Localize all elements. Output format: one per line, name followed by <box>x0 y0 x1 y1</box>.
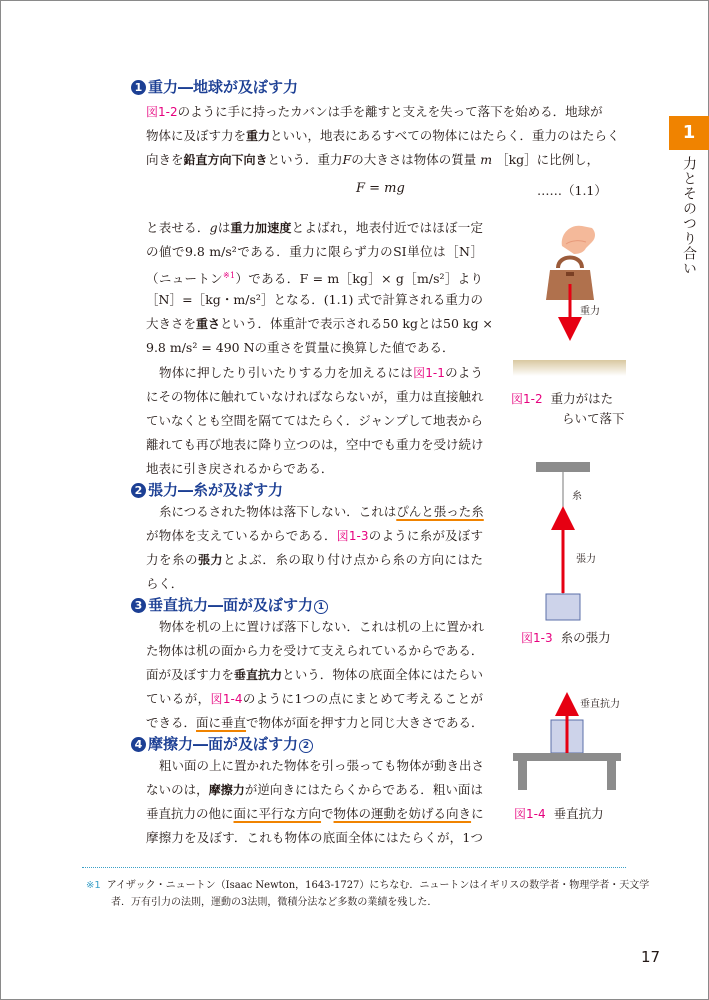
key-term: 鉛直方向下向き <box>183 153 268 167</box>
page-number: 17 <box>641 948 661 966</box>
key-term: 垂直抗力 <box>233 668 283 682</box>
section-number-badge: 3 <box>131 598 146 613</box>
body-line: できる．面に垂直で物体が面を押す力と同じ大きさである． <box>146 715 484 730</box>
ceiling-support <box>536 462 590 472</box>
string-label: 糸 <box>572 491 582 502</box>
body-line: 離れても再び地表に降り立つのは，空中でも重力を受け続け <box>146 437 484 452</box>
section-heading-tension <box>131 480 283 500</box>
body-line: 糸につるされた物体は落下しない．これはぴんと張った糸 <box>159 504 484 519</box>
figures-illustration <box>500 222 640 842</box>
section-title: 垂直抗力―面が及ぼす力 <box>148 596 314 614</box>
section-number-badge: 1 <box>131 80 146 95</box>
figure-reference: 図1-2 <box>146 105 178 119</box>
body-line: た物体は机の面から力を受けて支えられているからである． <box>146 643 484 658</box>
body-line: ないのは，摩擦力が逆向きにはたらくからである．粗い面は <box>146 782 483 797</box>
key-term: 摩擦力 <box>208 783 245 797</box>
section-heading-friction <box>131 734 313 754</box>
section-title: 張力―糸が及ぼす力 <box>148 481 284 499</box>
body-line: ていなくとも空間を隔ててはたらく．ジャンプして地表から <box>146 413 484 428</box>
figure-reference: 図1-4 <box>210 692 243 706</box>
body-line: 物体に及ぼす力を重力といい，地表にあるすべての物体にはたらく．重力のはたらく <box>146 128 620 143</box>
gravity-label: 重力 <box>580 306 600 317</box>
footnote-reference: ※1 <box>222 271 236 280</box>
body-line: にその物体に触れていなければならないが，重力は直接触れ <box>146 389 484 404</box>
underlined-phrase: 物体の運動を妨げる向き <box>333 806 472 821</box>
footnote-line: ※1 アイザック・ニュートン（Isaac Newton，1643-1727）にちなむ．ニュートンはイギリスの数学者・物理学者・天文学 <box>86 880 650 891</box>
body-line: らく． <box>146 576 184 591</box>
body-line: 図1-2のように手に持ったカバンは手を離すと支えを失って落下を始める．地球が <box>146 104 603 119</box>
key-term: 重力加速度 <box>230 221 292 235</box>
equation-number: ……（1.1） <box>537 183 607 198</box>
section-heading-normal-force <box>131 595 328 615</box>
footnote-rule <box>82 867 626 868</box>
body-line: 摩擦力を及ぼす．これも物体の底面全体にはたらくが，1つ <box>146 830 483 845</box>
figure-caption-1-4: 図1-4 垂直抗力 <box>514 806 604 821</box>
hanging-block <box>546 594 580 620</box>
body-line: 地表に引き戻されるからである． <box>146 461 334 476</box>
body-line: 向きを鉛直方向下向きという．重力Fの大きさは物体の質量 m ［kg］に比例し， <box>146 152 600 167</box>
body-line: が物体を支えているからである．図1-3のように糸が及ぼす <box>146 528 483 543</box>
underlined-phrase: 面に平行な方向 <box>233 806 322 821</box>
ground-strip <box>513 360 626 376</box>
body-line: と表せる．gは重力加速度とよばれ，地表付近ではほぼ一定 <box>146 220 483 235</box>
body-line: 力を糸の張力とよぶ．糸の取り付け点から糸の方向にはた <box>146 552 483 567</box>
tension-label: 張力 <box>576 554 596 565</box>
table-leg-right <box>607 761 616 790</box>
body-line: ているが，図1-4のように1つの点にまとめて考えることが <box>146 691 483 706</box>
tabletop <box>513 753 621 761</box>
key-term: 重力 <box>246 129 271 143</box>
section-number-badge: 2 <box>131 483 146 498</box>
body-line: 大きさを重さという．体重計で表示される50 kgとは50 kg × <box>146 316 493 331</box>
figure-reference: 図1-3 <box>336 529 369 543</box>
body-line: 物体を机の上に置けば落下しない．これは机の上に置かれ <box>159 619 485 634</box>
footnote-line: 者．万有引力の法則，運動の3法則，微積分法など多数の業績を残した． <box>111 897 438 908</box>
body-line: 垂直抗力の他に面に平行な方向で物体の運動を妨げる向きに <box>146 806 484 821</box>
key-term: 張力 <box>198 553 224 567</box>
chapter-number-tab: 1 <box>669 116 709 150</box>
section-title: 重力―地球が及ぼす力 <box>148 78 299 96</box>
body-line: 9.8 m/s² = 490 Nの重さを質量に換算した値である． <box>146 340 455 355</box>
body-line: の値で9.8 m/s²である．重力に限らず力のSI単位は［N］ <box>146 244 483 259</box>
underlined-phrase: ぴんと張った糸 <box>396 504 484 519</box>
figure-caption-1-2: 図1-2 重力がはた らいて落下 <box>511 391 625 426</box>
table-leg-left <box>518 761 527 790</box>
circled-number: 1 <box>314 600 328 614</box>
body-line: 面が及ぼす力を垂直抗力という．物体の底面全体にはたらい <box>146 667 483 682</box>
footnote-mark: ※1 <box>86 880 101 891</box>
section-title: 摩擦力―面が及ぼす力 <box>148 735 299 753</box>
figure-caption-1-3: 図1-3 糸の張力 <box>521 630 611 645</box>
section-number-badge: 4 <box>131 737 146 752</box>
hand-illustration <box>562 226 595 254</box>
section-heading-gravity <box>131 77 298 97</box>
chapter-title-vertical: 力とそのつり合い <box>681 156 697 276</box>
body-line: ［N］=［kg・m/s²］となる．(1.1) 式で計算される重力の <box>146 292 483 307</box>
key-term: 重さ <box>196 317 221 331</box>
body-line: （ニュートン$^{※1}$）である．F = m［kg］× g［m/s²］より <box>146 271 483 286</box>
underlined-phrase: 面に垂直 <box>196 715 247 730</box>
body-line: 粗い面の上に置かれた物体を引っ張っても物体が動き出さ <box>159 758 485 773</box>
figure-reference: 図1-1 <box>413 366 445 380</box>
equation: F = mg <box>356 181 405 196</box>
body-line: 物体に押したり引いたりする力を加えるには図1-1のよう <box>159 365 483 380</box>
circled-number: 2 <box>299 739 313 753</box>
normal-force-label: 垂直抗力 <box>580 699 620 710</box>
